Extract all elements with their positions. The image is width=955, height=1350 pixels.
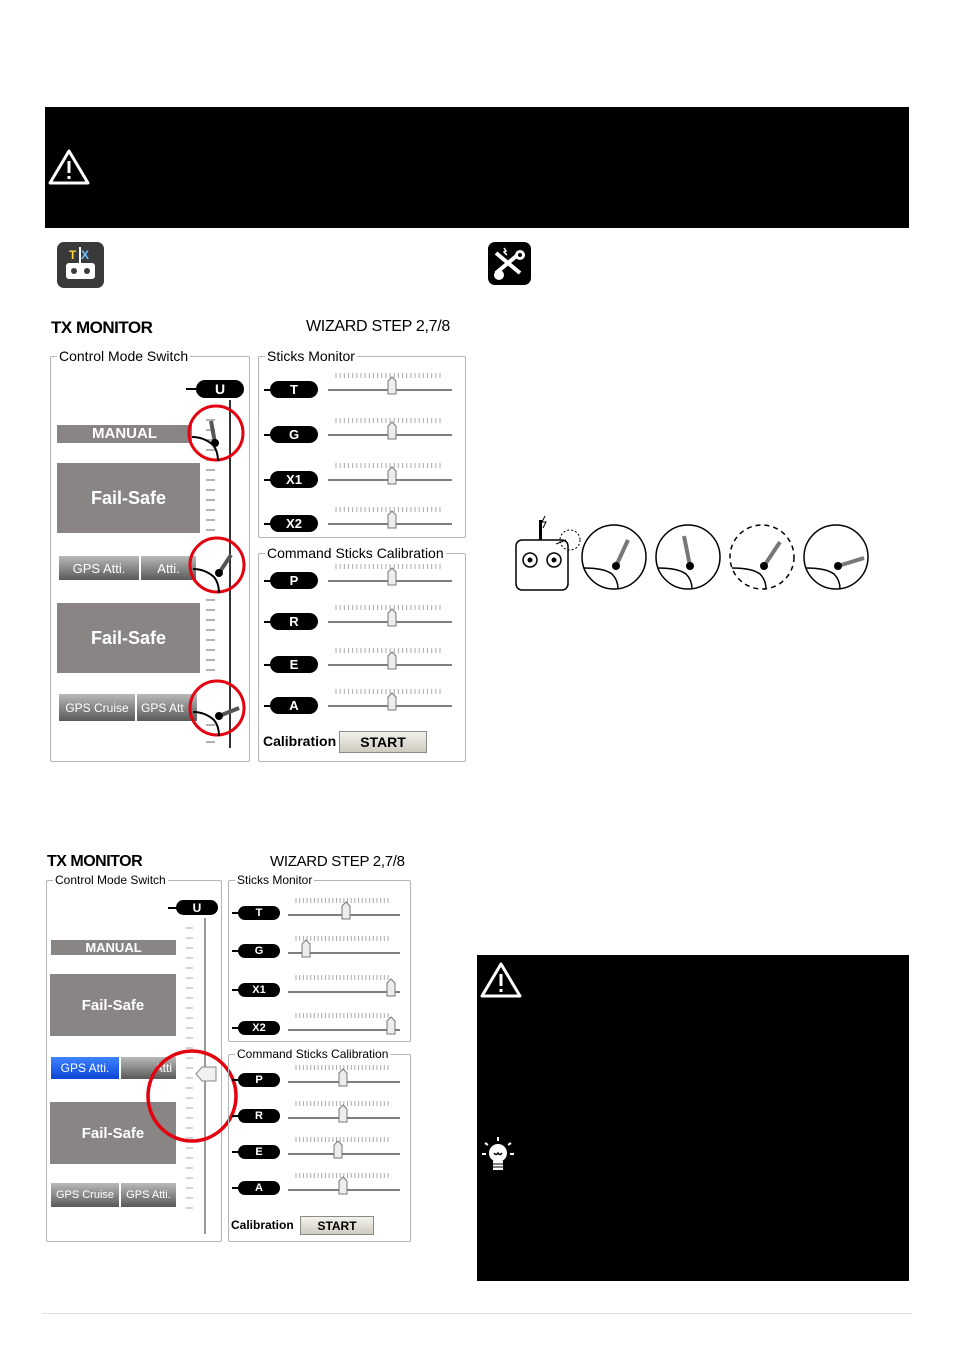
slider-track-x2[interactable] (288, 1011, 400, 1037)
atti-mode-button[interactable]: Atti. (141, 556, 196, 580)
slider-label-t: T (238, 906, 280, 920)
lightbulb-icon (480, 1135, 516, 1175)
slider-knob-g (302, 940, 310, 957)
slider-track-r[interactable] (328, 603, 452, 629)
slider-knob-p (388, 568, 396, 585)
command-sticks-legend: Command Sticks Calibration (237, 1047, 389, 1061)
slider-track-p[interactable] (288, 1063, 400, 1089)
u-tag: U (196, 380, 244, 398)
failsafe-block-2: Fail-Safe (57, 603, 200, 673)
command-sticks-legend: Command Sticks Calibration (267, 545, 444, 561)
calibration-label: Calibration (231, 1218, 294, 1232)
slider-track-a[interactable] (288, 1171, 400, 1197)
slider-track-g[interactable] (328, 416, 452, 442)
failsafe-block-1: Fail-Safe (50, 974, 176, 1036)
failsafe-block-1: Fail-Safe (57, 463, 200, 533)
slider-label-r: R (238, 1109, 280, 1123)
wizard-step-label: WIZARD STEP 2,7/8 (270, 853, 405, 870)
slider-track-x2[interactable] (328, 505, 452, 531)
slider-label-p: P (238, 1073, 280, 1087)
start-calibration-button[interactable]: START (300, 1216, 374, 1235)
slider-knob-t (342, 902, 350, 919)
tools-icon (487, 241, 532, 286)
slider-knob-x2 (387, 1017, 395, 1034)
manual-mode-bar: MANUAL (57, 425, 192, 443)
dial-position-1 (582, 525, 646, 589)
transmitter-switch-diagram (512, 510, 872, 595)
panel-title: TX MONITOR (47, 853, 143, 870)
slider-track-g[interactable] (288, 934, 400, 960)
sticks-monitor-legend: Sticks Monitor (237, 873, 313, 887)
slider-knob-t (388, 377, 396, 394)
slider-track-t[interactable] (288, 896, 400, 922)
slider-track-a[interactable] (328, 687, 452, 713)
transmitter-icon (516, 516, 580, 590)
svg-text:T: T (69, 248, 77, 262)
slider-label-e: E (270, 656, 318, 673)
slider-label-x2: X2 (270, 515, 318, 532)
gps-atti-mode-button[interactable]: GPS Atti. (59, 556, 139, 580)
slider-knob-e (388, 652, 396, 669)
control-mode-legend: Control Mode Switch (55, 873, 166, 887)
slider-label-a: A (270, 697, 318, 714)
atti-mode-button[interactable]: Atti (121, 1057, 176, 1079)
u-tag: U (176, 900, 218, 915)
slider-label-g: G (270, 426, 318, 443)
slider-track-p[interactable] (328, 562, 452, 588)
gps-cruise-mode-button[interactable]: GPS Cruise (51, 1183, 119, 1207)
dial-position-3 (730, 525, 794, 589)
slider-track-x1[interactable] (288, 973, 400, 999)
footer-rule (42, 1313, 912, 1314)
slider-knob-x1 (387, 979, 395, 996)
switch-position-highlight-2 (187, 535, 247, 595)
slider-track-t[interactable] (328, 371, 452, 397)
slider-label-x2: X2 (238, 1021, 280, 1035)
slider-label-a: A (238, 1181, 280, 1195)
failsafe-block-2: Fail-Safe (50, 1102, 176, 1164)
tx-controller-icon (56, 241, 105, 289)
calibration-label: Calibration (263, 733, 337, 749)
slider-knob-x1 (388, 467, 396, 484)
warning-triangle-icon (47, 148, 91, 186)
switch-position-highlight-1 (186, 403, 246, 463)
slider-track-e[interactable] (288, 1135, 400, 1161)
slider-knob-r (339, 1105, 347, 1122)
slider-label-x1: X1 (270, 471, 318, 488)
start-calibration-button[interactable]: START (339, 731, 427, 753)
wizard-step-label: WIZARD STEP 2,7/8 (306, 318, 450, 335)
slider-label-p: P (270, 572, 318, 589)
warning-note-box (477, 955, 909, 1281)
slider-knob-p (339, 1069, 347, 1086)
slider-track-e[interactable] (328, 646, 452, 672)
gps-cruise-mode-button[interactable]: GPS Cruise (59, 694, 135, 721)
control-mode-legend: Control Mode Switch (59, 348, 189, 364)
slider-label-x1: X1 (238, 983, 280, 997)
slider-knob-x2 (388, 511, 396, 528)
slider-label-e: E (238, 1145, 280, 1159)
dial-position-2 (656, 525, 720, 589)
slider-label-r: R (270, 613, 318, 630)
slider-knob-a (339, 1177, 347, 1194)
slider-label-g: G (238, 944, 280, 958)
gps-atti-mode-button-lower[interactable]: GPS Att (137, 694, 197, 721)
slider-knob-a (388, 693, 396, 710)
panel-title: TX MONITOR (51, 318, 153, 337)
slider-label-t: T (270, 381, 318, 398)
slider-track-r[interactable] (288, 1099, 400, 1125)
svg-text:X: X (81, 248, 90, 262)
switch-position-highlight-3 (187, 678, 247, 738)
warning-banner (45, 107, 909, 228)
gps-atti-mode-button-active[interactable]: GPS Atti. (51, 1057, 119, 1079)
slider-track-x1[interactable] (328, 461, 452, 487)
manual-mode-bar: MANUAL (51, 940, 176, 955)
sticks-monitor-legend: Sticks Monitor (267, 348, 355, 364)
gps-atti-mode-button-lower[interactable]: GPS Atti. (121, 1183, 176, 1207)
dial-position-4 (804, 525, 868, 589)
warning-triangle-icon (479, 961, 523, 999)
slider-knob-g (388, 422, 396, 439)
slider-knob-e (334, 1141, 342, 1158)
slider-knob-r (388, 609, 396, 626)
